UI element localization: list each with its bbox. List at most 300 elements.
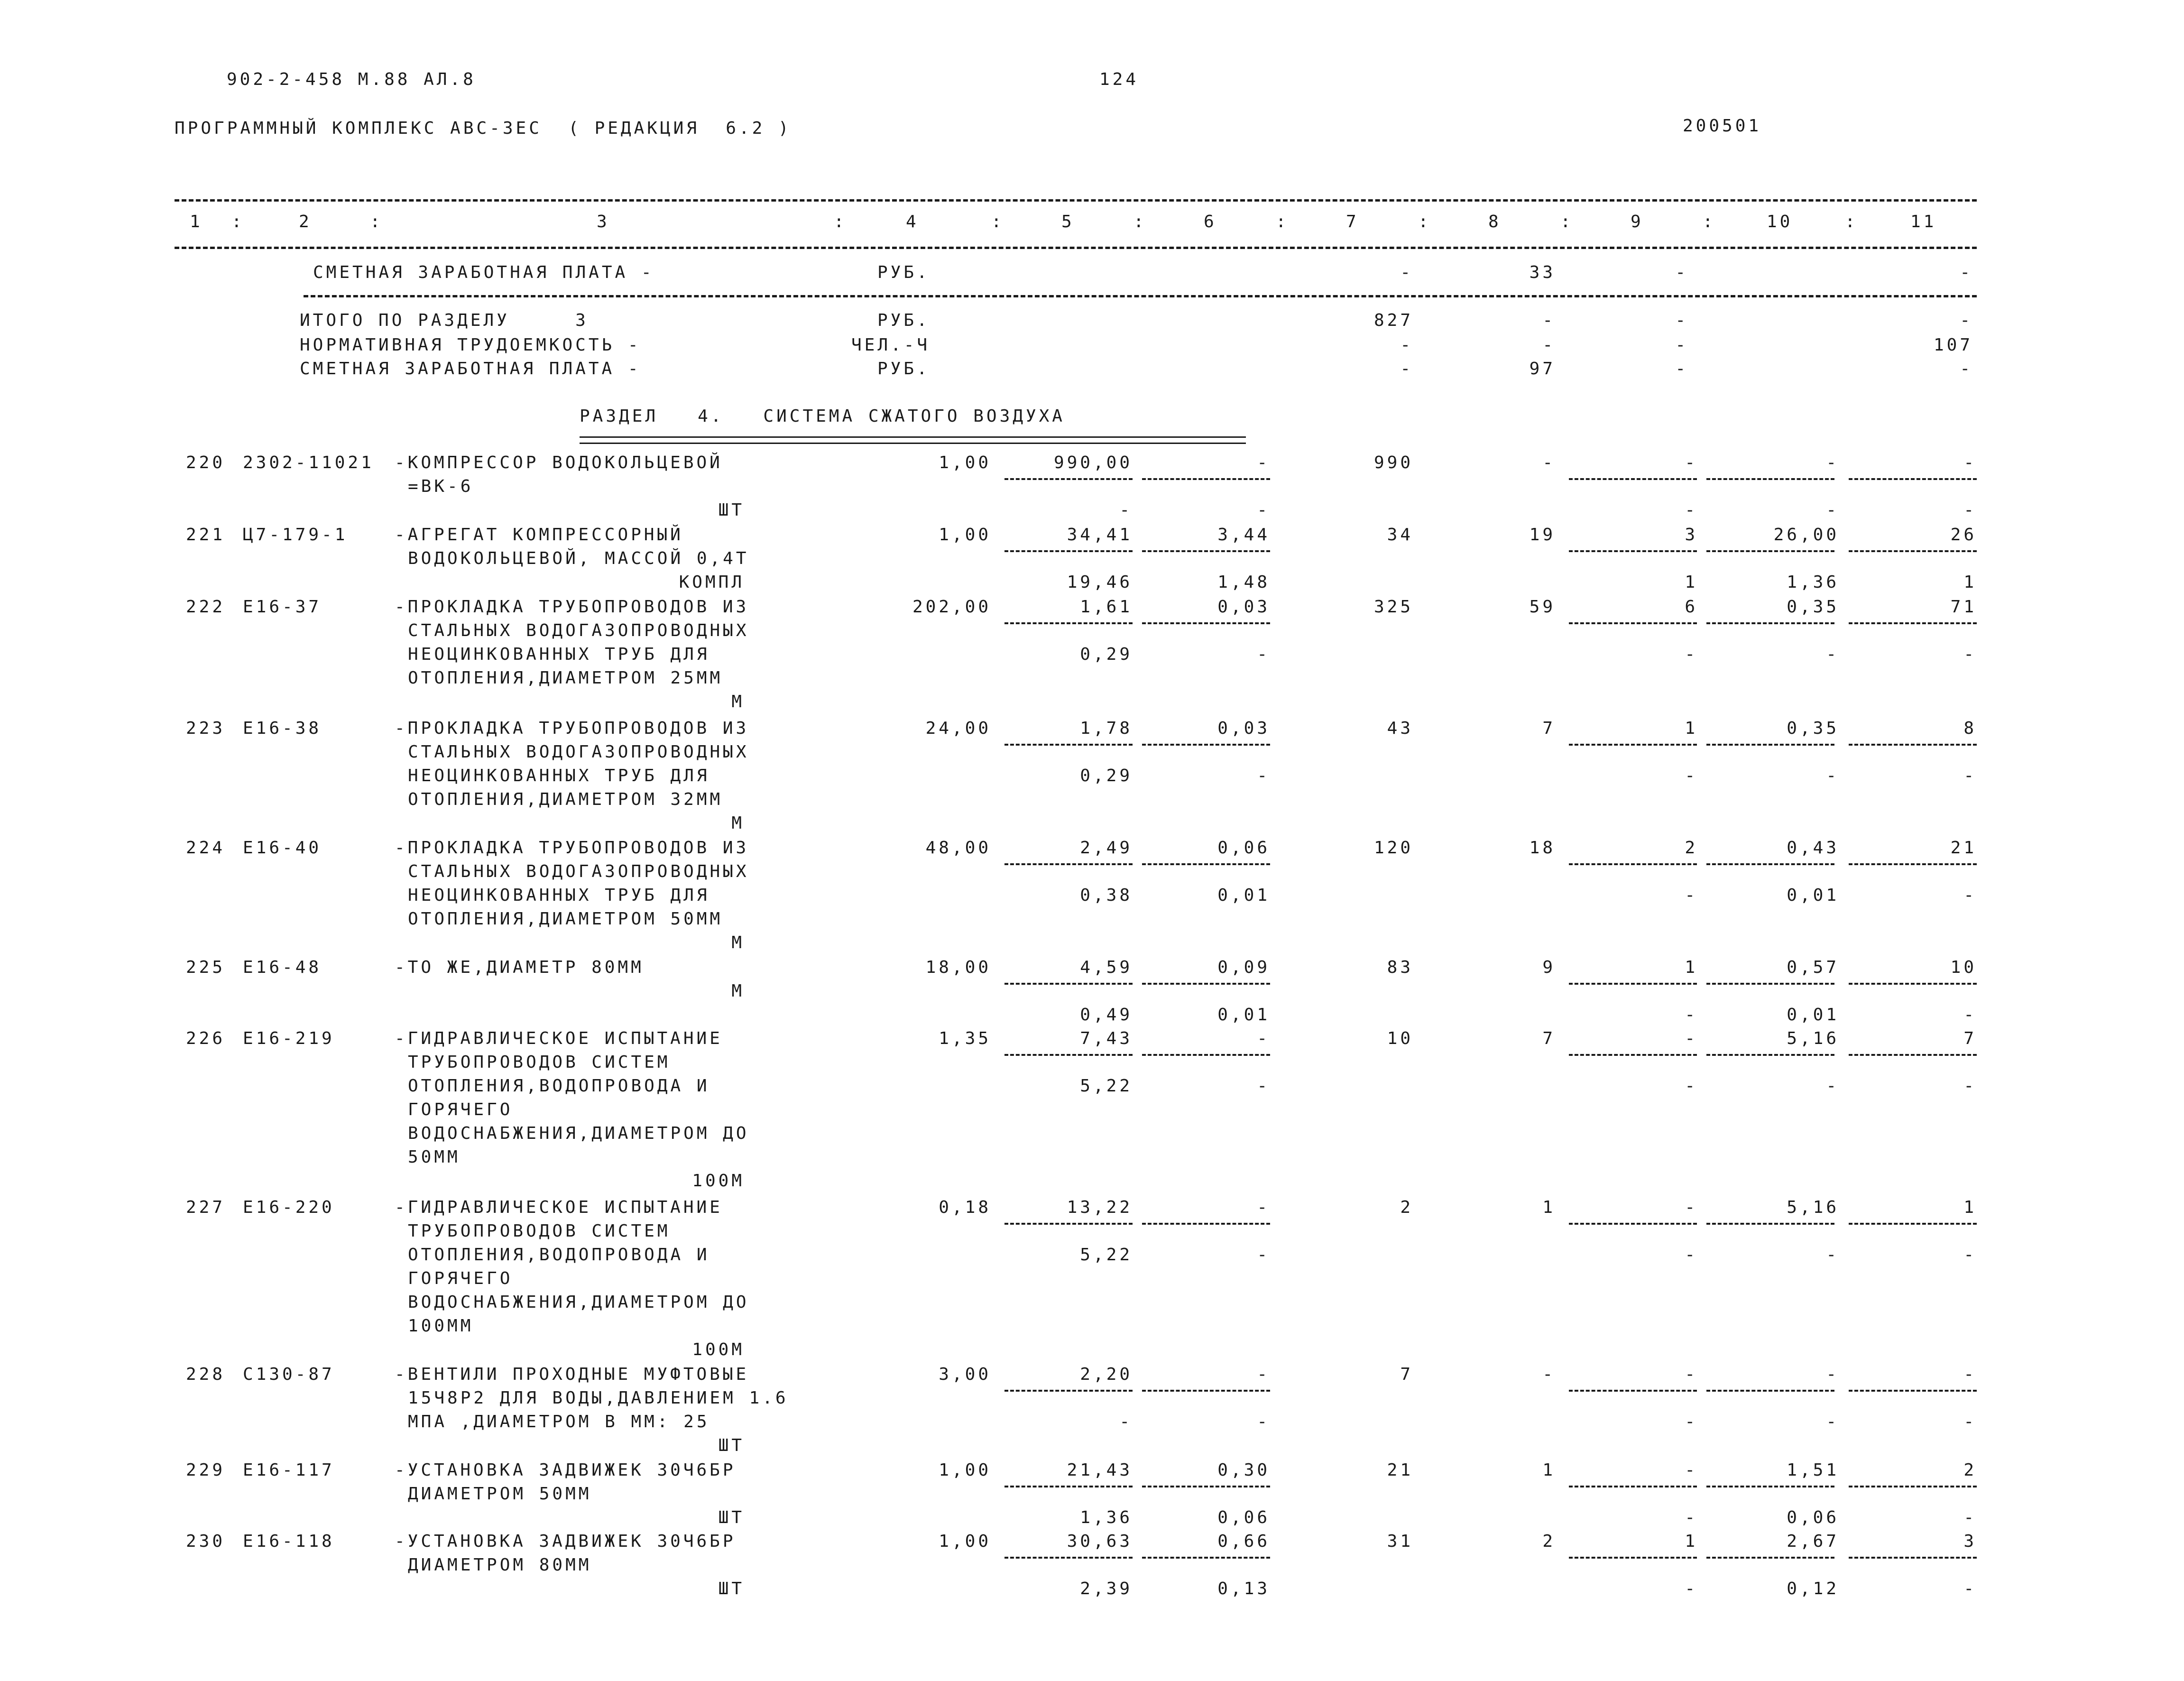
row-subrule [1004, 1557, 1133, 1559]
row-subrule [1849, 1390, 1977, 1392]
row-c8: 9 [1542, 958, 1556, 977]
row-c7: 83 [1387, 958, 1413, 977]
row-c6: 0,66 [1217, 1532, 1270, 1551]
row-c11: 7 [1963, 1029, 1977, 1048]
row-c10: 5,16 [1787, 1198, 1839, 1217]
row-description: ДИАМЕТРОМ 50ММ [408, 1484, 592, 1504]
row-number: 222 [186, 597, 226, 617]
row-number: 229 [186, 1460, 226, 1480]
row-subrule [1004, 1054, 1133, 1056]
row-c10-secondary: - [1826, 645, 1839, 664]
row-qty: 1,00 [939, 453, 991, 472]
row-c9: 1 [1685, 719, 1698, 738]
salary-unit: РУБ. [877, 359, 930, 379]
row-subrule [1706, 622, 1834, 624]
col-num-9: 9 [1631, 212, 1644, 231]
row-c5: 1,78 [1080, 719, 1133, 738]
row-qty: 1,00 [939, 1460, 991, 1480]
row-subrule [1004, 1223, 1133, 1225]
section-title-underline [580, 436, 1246, 444]
row-c6: - [1257, 1029, 1270, 1048]
row-description: -ГИДРАВЛИЧЕСКОЕ ИСПЫТАНИЕ [395, 1029, 723, 1048]
summary-salary-unit: РУБ. [877, 263, 930, 282]
row-c7: 10 [1387, 1029, 1413, 1048]
row-description: ОТОПЛЕНИЯ,ВОДОПРОВОДА И [408, 1245, 710, 1265]
row-c10-secondary: - [1826, 1245, 1839, 1265]
row-c10-secondary: - [1826, 1412, 1839, 1432]
row-description: -КОМПРЕССОР ВОДОКОЛЬЦЕВОЙ [395, 453, 723, 472]
row-c6-secondary: 0,01 [1217, 886, 1270, 905]
row-c8: 1 [1542, 1198, 1556, 1217]
header-bottom-rule [175, 247, 1977, 249]
summary-salary-label: СМЕТНАЯ ЗАРАБОТНАЯ ПЛАТА - [313, 263, 654, 282]
row-description: 50ММ [408, 1147, 461, 1167]
labor-c7: - [1400, 335, 1413, 355]
row-c5-secondary: 2,39 [1080, 1579, 1133, 1598]
row-c7: 990 [1373, 453, 1413, 472]
col-num-2: 2 [299, 212, 312, 231]
row-code: 2302-11021 [243, 453, 374, 472]
row-number: 223 [186, 719, 226, 738]
row-number: 225 [186, 958, 226, 977]
row-subrule [1849, 1054, 1977, 1056]
row-c10-secondary: - [1826, 766, 1839, 785]
row-c11: 3 [1963, 1532, 1977, 1551]
labor-c8: - [1542, 335, 1556, 355]
row-unit: КОМПЛ [679, 573, 745, 592]
row-description: СТАЛЬНЫХ ВОДОГАЗОПРОВОДНЫХ [408, 621, 749, 640]
row-description: -УСТАНОВКА ЗАДВИЖЕК 30Ч6БР [395, 1532, 736, 1551]
row-c5: 13,22 [1067, 1198, 1133, 1217]
row-number: 227 [186, 1198, 226, 1217]
row-c5: 34,41 [1067, 525, 1133, 545]
col-sep: : [1133, 212, 1147, 231]
row-subrule [1004, 863, 1133, 865]
row-subrule [1849, 983, 1977, 985]
row-c5-secondary: 1,36 [1080, 1508, 1133, 1527]
row-c11: 26 [1950, 525, 1977, 545]
row-c10-secondary: 0,12 [1787, 1579, 1839, 1598]
row-c11: 1 [1963, 1198, 1977, 1217]
row-description: ВОДОСНАБЖЕНИЯ,ДИАМЕТРОМ ДО [408, 1293, 749, 1312]
col-sep: : [1560, 212, 1574, 231]
salary-c7: - [1400, 359, 1413, 379]
col-sep: : [991, 212, 1004, 231]
row-c10-secondary: 1,36 [1787, 573, 1839, 592]
col-num-8: 8 [1488, 212, 1502, 231]
row-description: НЕОЦИНКОВАННЫХ ТРУБ ДЛЯ [408, 886, 710, 905]
row-unit: ШТ [718, 1436, 745, 1455]
row-subrule [1569, 983, 1697, 985]
page-number: 124 [1099, 70, 1139, 89]
labor-unit: ЧЕЛ.-Ч [851, 335, 931, 355]
row-subrule [1706, 1054, 1834, 1056]
row-c11: - [1963, 453, 1977, 472]
row-c8: 19 [1529, 525, 1556, 545]
row-description: НЕОЦИНКОВАННЫХ ТРУБ ДЛЯ [408, 645, 710, 664]
row-c10: 26,00 [1773, 525, 1839, 545]
row-c9-secondary: - [1685, 645, 1698, 664]
salary-c8: 97 [1529, 359, 1556, 379]
col-num-7: 7 [1346, 212, 1359, 231]
row-subrule [1706, 1223, 1834, 1225]
row-c9-secondary: - [1685, 886, 1698, 905]
row-description: ТРУБОПРОВОДОВ СИСТЕМ [408, 1053, 671, 1072]
row-description: МПА ,ДИАМЕТРОМ В ММ: 25 [408, 1412, 710, 1432]
row-subrule [1004, 744, 1133, 746]
row-c5: 1,61 [1080, 597, 1133, 617]
row-number: 224 [186, 838, 226, 858]
row-c10: 0,57 [1787, 958, 1839, 977]
row-c6: - [1257, 1365, 1270, 1384]
row-description: -ПРОКЛАДКА ТРУБОПРОВОДОВ ИЗ [395, 838, 749, 858]
row-c9: 2 [1685, 838, 1698, 858]
row-c10-secondary: 0,01 [1787, 886, 1839, 905]
row-c7: 7 [1400, 1365, 1413, 1384]
row-c11-secondary: - [1963, 1245, 1977, 1265]
row-qty: 3,00 [939, 1365, 991, 1384]
row-number: 228 [186, 1365, 226, 1384]
row-c9: 3 [1685, 525, 1698, 545]
row-number: 221 [186, 525, 226, 545]
row-c11: 2 [1963, 1460, 1977, 1480]
row-description: ОТОПЛЕНИЯ,ДИАМЕТРОМ 32ММ [408, 790, 723, 809]
row-c6: 3,44 [1217, 525, 1270, 545]
row-c10-secondary: 0,06 [1787, 1508, 1839, 1527]
row-description: ОТОПЛЕНИЯ,ДИАМЕТРОМ 50ММ [408, 909, 723, 929]
section-total-c7: 827 [1373, 311, 1413, 330]
row-subrule [1849, 1486, 1977, 1487]
row-unit: 100М [692, 1340, 745, 1359]
row-description: -ВЕНТИЛИ ПРОХОДНЫЕ МУФТОВЫЕ [395, 1365, 749, 1384]
row-c9-secondary: - [1685, 1579, 1698, 1598]
row-c10: - [1826, 453, 1839, 472]
row-c9: 1 [1685, 958, 1698, 977]
row-unit: 100М [692, 1171, 745, 1191]
row-subrule [1849, 550, 1977, 552]
row-c10-secondary: - [1826, 1076, 1839, 1096]
row-subrule [1569, 744, 1697, 746]
row-description: =ВК-6 [408, 477, 474, 496]
row-subrule [1849, 1557, 1977, 1559]
row-code: Е16-219 [243, 1029, 335, 1048]
row-c9: 1 [1685, 1532, 1698, 1551]
row-c5-secondary: 5,22 [1080, 1245, 1133, 1265]
row-description: СТАЛЬНЫХ ВОДОГАЗОПРОВОДНЫХ [408, 742, 749, 762]
row-description: ОТОПЛЕНИЯ,ДИАМЕТРОМ 25ММ [408, 668, 723, 688]
row-subrule [1142, 1557, 1270, 1559]
salary-c11: - [1960, 359, 1973, 379]
row-unit: ШТ [718, 1508, 745, 1527]
row-subrule [1004, 983, 1133, 985]
row-subrule [1569, 550, 1697, 552]
row-c11-secondary: - [1963, 500, 1977, 520]
row-c10: 0,43 [1787, 838, 1839, 858]
row-c9-secondary: - [1685, 1508, 1698, 1527]
row-c9-secondary: - [1685, 1005, 1698, 1025]
row-subrule [1142, 550, 1270, 552]
row-subrule [1142, 744, 1270, 746]
row-description: -ПРОКЛАДКА ТРУБОПРОВОДОВ ИЗ [395, 719, 749, 738]
summary-salary-c9: - [1675, 263, 1688, 282]
row-c6: 0,03 [1217, 719, 1270, 738]
row-c10: 0,35 [1787, 597, 1839, 617]
row-number: 226 [186, 1029, 226, 1048]
row-c6-secondary: 1,48 [1217, 573, 1270, 592]
row-c11-secondary: 1 [1963, 573, 1977, 592]
row-description: ОТОПЛЕНИЯ,ВОДОПРОВОДА И [408, 1076, 710, 1096]
row-subrule [1142, 1390, 1270, 1392]
row-c5-secondary: - [1119, 500, 1133, 520]
row-description: -ГИДРАВЛИЧЕСКОЕ ИСПЫТАНИЕ [395, 1198, 723, 1217]
summary-rule [304, 295, 1977, 297]
col-sep: : [1703, 212, 1716, 231]
row-c11-secondary: - [1963, 1005, 1977, 1025]
section-title: РАЗДЕЛ 4. СИСТЕМА СЖАТОГО ВОЗДУХА [580, 406, 1065, 426]
row-subrule [1849, 744, 1977, 746]
row-subrule [1142, 983, 1270, 985]
row-c9-secondary: - [1685, 1076, 1698, 1096]
row-subrule [1142, 1054, 1270, 1056]
row-c9: - [1685, 1365, 1698, 1384]
row-c11-secondary: - [1963, 1579, 1977, 1598]
row-c5: 990,00 [1053, 453, 1133, 472]
row-c7: 120 [1373, 838, 1413, 858]
row-unit: ШТ [718, 1579, 745, 1598]
row-subrule [1569, 1223, 1697, 1225]
row-subrule [1569, 863, 1697, 865]
row-c5: 30,63 [1067, 1532, 1133, 1551]
row-c5: 7,43 [1080, 1029, 1133, 1048]
row-c10: 5,16 [1787, 1029, 1839, 1048]
col-sep: : [231, 212, 245, 231]
row-description: -АГРЕГАТ КОМПРЕССОРНЫЙ [395, 525, 683, 545]
col-num-6: 6 [1204, 212, 1217, 231]
row-c10: 1,51 [1787, 1460, 1839, 1480]
row-c11-secondary: - [1963, 645, 1977, 664]
row-subrule [1142, 622, 1270, 624]
row-c6: 0,06 [1217, 838, 1270, 858]
row-unit: М [731, 981, 745, 1001]
row-c5-secondary: 5,22 [1080, 1076, 1133, 1096]
row-c10-secondary: - [1826, 500, 1839, 520]
row-description: -ТО ЖЕ,ДИАМЕТР 80ММ [395, 958, 644, 977]
row-subrule [1142, 863, 1270, 865]
section-total-c8: - [1542, 311, 1556, 330]
row-subrule [1706, 550, 1834, 552]
row-c6-secondary: 0,06 [1217, 1508, 1270, 1527]
row-code: Е16-37 [243, 597, 322, 617]
row-subrule [1004, 1390, 1133, 1392]
row-subrule [1569, 478, 1697, 480]
row-subrule [1706, 1390, 1834, 1392]
row-c7: 43 [1387, 719, 1413, 738]
row-subrule [1004, 550, 1133, 552]
salary-c9: - [1675, 359, 1688, 379]
row-description: НЕОЦИНКОВАННЫХ ТРУБ ДЛЯ [408, 766, 710, 785]
row-code: Е16-40 [243, 838, 322, 858]
row-qty: 1,00 [939, 1532, 991, 1551]
col-sep: : [1845, 212, 1858, 231]
row-subrule [1706, 863, 1834, 865]
row-c7: 2 [1400, 1198, 1413, 1217]
row-subrule [1004, 478, 1133, 480]
section-total-c11: - [1960, 311, 1973, 330]
row-subrule [1569, 1557, 1697, 1559]
row-c6-secondary: 0,01 [1217, 1005, 1270, 1025]
row-c10: 0,35 [1787, 719, 1839, 738]
row-subrule [1004, 622, 1133, 624]
row-c5-secondary: 19,46 [1067, 573, 1133, 592]
row-description: ВОДОСНАБЖЕНИЯ,ДИАМЕТРОМ ДО [408, 1124, 749, 1143]
row-code: Е16-220 [243, 1198, 335, 1217]
row-c6-secondary: - [1257, 645, 1270, 664]
row-subrule [1849, 863, 1977, 865]
row-subrule [1706, 983, 1834, 985]
row-c10-secondary: 0,01 [1787, 1005, 1839, 1025]
row-number: 220 [186, 453, 226, 472]
section-total-label: ИТОГО ПО РАЗДЕЛУ 3 [300, 311, 589, 330]
row-subrule [1569, 1054, 1697, 1056]
row-c6: 0,09 [1217, 958, 1270, 977]
row-c6: - [1257, 1198, 1270, 1217]
row-c9: - [1685, 453, 1698, 472]
row-subrule [1849, 622, 1977, 624]
row-description: -ПРОКЛАДКА ТРУБОПРОВОДОВ ИЗ [395, 597, 749, 617]
row-number: 230 [186, 1532, 226, 1551]
labor-c11: 107 [1933, 335, 1973, 355]
col-sep: : [370, 212, 383, 231]
summary-salary-c8: 33 [1529, 263, 1556, 282]
row-c5: 2,49 [1080, 838, 1133, 858]
row-c10: - [1826, 1365, 1839, 1384]
row-c5-secondary: 0,29 [1080, 645, 1133, 664]
section-total-c9: - [1675, 311, 1688, 330]
row-code: Е16-117 [243, 1460, 335, 1480]
col-num-1: 1 [190, 212, 203, 231]
row-subrule [1569, 1390, 1697, 1392]
section-total-unit: РУБ. [877, 311, 930, 330]
row-unit: М [731, 933, 745, 952]
row-c6-secondary: 0,13 [1217, 1579, 1270, 1598]
row-c6: 0,03 [1217, 597, 1270, 617]
summary-salary-c7: - [1400, 263, 1413, 282]
row-c11-secondary: - [1963, 766, 1977, 785]
row-subrule [1706, 1486, 1834, 1487]
row-c9: 6 [1685, 597, 1698, 617]
row-c11: 71 [1950, 597, 1977, 617]
row-code: С130-87 [243, 1365, 335, 1384]
row-c11-secondary: - [1963, 886, 1977, 905]
row-c6: 0,30 [1217, 1460, 1270, 1480]
row-description: ВОДОКОЛЬЦЕВОЙ, МАССОЙ 0,4Т [408, 549, 749, 568]
doc-id: 200501 [1683, 116, 1762, 136]
row-description: 15Ч8Р2 ДЛЯ ВОДЫ,ДАВЛЕНИЕМ 1.6 [408, 1388, 789, 1408]
row-description: ГОРЯЧЕГО [408, 1100, 513, 1119]
row-c11-secondary: - [1963, 1076, 1977, 1096]
row-qty: 0,18 [939, 1198, 991, 1217]
row-subrule [1706, 478, 1834, 480]
labor-label: НОРМАТИВНАЯ ТРУДОЕМКОСТЬ - [300, 335, 641, 355]
labor-c9: - [1675, 335, 1688, 355]
row-c11-secondary: - [1963, 1508, 1977, 1527]
row-c6-secondary: - [1257, 1076, 1270, 1096]
row-code: Е16-48 [243, 958, 322, 977]
row-c11: 8 [1963, 719, 1977, 738]
row-c5-secondary: - [1119, 1412, 1133, 1432]
col-num-5: 5 [1061, 212, 1075, 231]
row-subrule [1706, 1557, 1834, 1559]
row-c5-secondary: 0,29 [1080, 766, 1133, 785]
row-subrule [1569, 622, 1697, 624]
row-qty: 18,00 [925, 958, 991, 977]
program-line: ПРОГРАММНЫЙ КОМПЛЕКС АВС-3ЕС ( РЕДАКЦИЯ 6.2 ) [175, 119, 792, 138]
row-c8: - [1542, 453, 1556, 472]
row-qty: 24,00 [925, 719, 991, 738]
row-c5: 2,20 [1080, 1365, 1133, 1384]
row-description: 100ММ [408, 1316, 474, 1336]
row-c6: - [1257, 453, 1270, 472]
col-sep: : [834, 212, 847, 231]
row-c7: 34 [1387, 525, 1413, 545]
summary-salary-c11: - [1960, 263, 1973, 282]
col-num-3: 3 [597, 212, 610, 231]
row-c6-secondary: - [1257, 500, 1270, 520]
row-code: Ц7-179-1 [243, 525, 348, 545]
row-c5: 4,59 [1080, 958, 1133, 977]
row-subrule [1706, 744, 1834, 746]
row-c5-secondary: 0,49 [1080, 1005, 1133, 1025]
row-c7: 31 [1387, 1532, 1413, 1551]
row-c9-secondary: - [1685, 1412, 1698, 1432]
row-code: Е16-118 [243, 1532, 335, 1551]
row-c7: 325 [1373, 597, 1413, 617]
row-c11: 10 [1950, 958, 1977, 977]
row-unit: М [731, 813, 745, 833]
col-num-10: 10 [1767, 212, 1793, 231]
row-c6-secondary: - [1257, 1412, 1270, 1432]
row-qty: 48,00 [925, 838, 991, 858]
row-description: ГОРЯЧЕГО [408, 1269, 513, 1288]
row-c8: 59 [1529, 597, 1556, 617]
row-c9: - [1685, 1198, 1698, 1217]
row-c11-secondary: - [1963, 1412, 1977, 1432]
row-description: -УСТАНОВКА ЗАДВИЖЕК 30Ч6БР [395, 1460, 736, 1480]
row-subrule [1849, 1223, 1977, 1225]
row-c10: 2,67 [1787, 1532, 1839, 1551]
row-c8: 18 [1529, 838, 1556, 858]
salary-label: СМЕТНАЯ ЗАРАБОТНАЯ ПЛАТА - [300, 359, 641, 379]
row-subrule [1569, 1486, 1697, 1487]
col-num-11: 11 [1910, 212, 1937, 231]
row-c6-secondary: - [1257, 1245, 1270, 1265]
row-subrule [1142, 1486, 1270, 1487]
row-unit: ШТ [718, 500, 745, 520]
row-qty: 1,00 [939, 525, 991, 545]
row-c5-secondary: 0,38 [1080, 886, 1133, 905]
row-c7: 21 [1387, 1460, 1413, 1480]
row-subrule [1142, 478, 1270, 480]
row-c8: 7 [1542, 719, 1556, 738]
row-subrule [1004, 1486, 1133, 1487]
row-code: Е16-38 [243, 719, 322, 738]
row-subrule [1142, 1223, 1270, 1225]
row-c9: - [1685, 1029, 1698, 1048]
row-c8: 2 [1542, 1532, 1556, 1551]
row-c6-secondary: - [1257, 766, 1270, 785]
col-sep: : [1276, 212, 1289, 231]
header-top-rule [175, 199, 1977, 202]
